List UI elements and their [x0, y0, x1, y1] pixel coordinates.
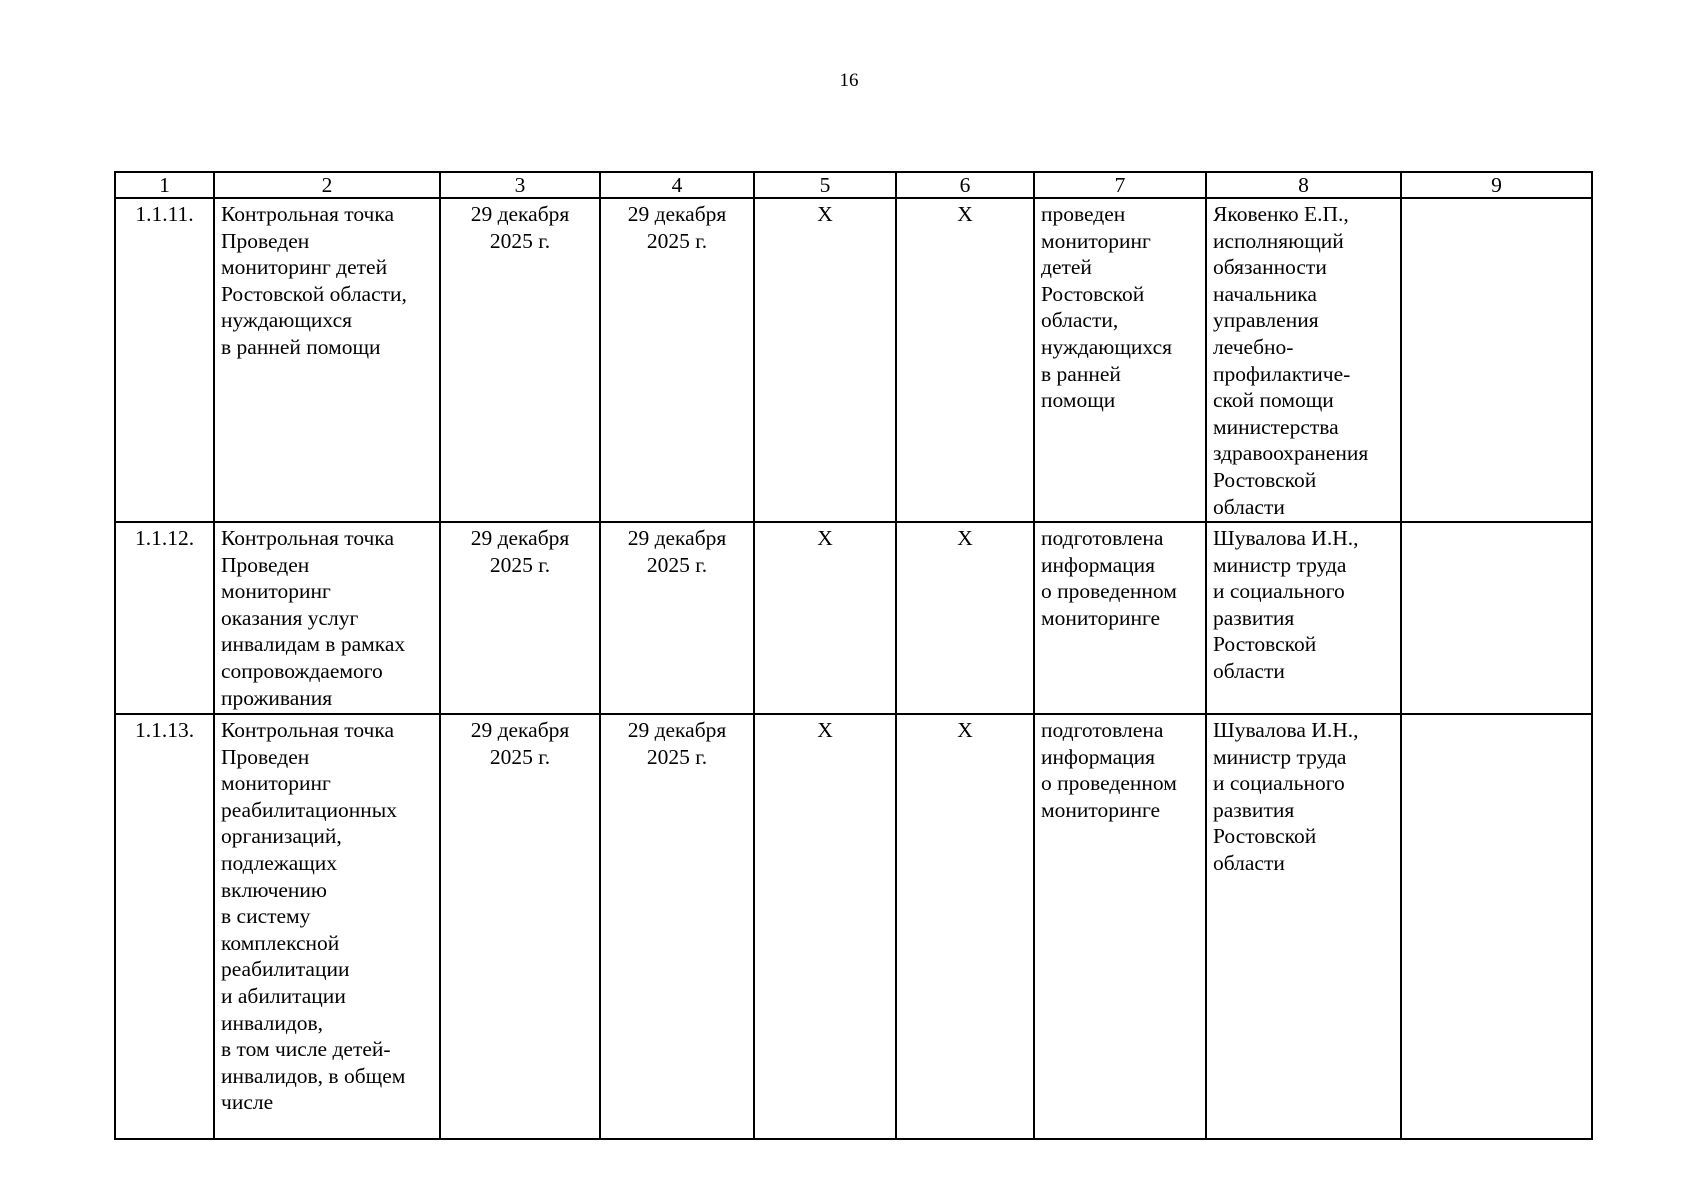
end-date: 29 декабря 2025 г. [600, 714, 754, 1139]
col5-mark: Х [754, 714, 896, 1139]
table-row [115, 522, 1592, 714]
event-name: Контрольная точка Проведен мониторинг реабилитационных организаций, подлежащих включению в систему комплексной реабилитации и абилитации инвалидов, в том числе детей- инвалидов, в общем числе [214, 714, 440, 1139]
col9-cell [1401, 522, 1592, 714]
event-name: Контрольная точка Проведен мониторинг детей Ростовской области, нуждающихся в ранней помощи [214, 198, 440, 522]
column-header: 7 [1034, 172, 1206, 198]
col6-mark: Х [896, 522, 1034, 714]
table-header-row [115, 172, 1592, 198]
col6-mark: Х [896, 198, 1034, 522]
column-header: 4 [600, 172, 754, 198]
page-number: 16 [839, 70, 859, 91]
col6-mark: Х [896, 714, 1034, 1139]
row-number: 1.1.12. [115, 522, 214, 714]
column-header: 8 [1206, 172, 1401, 198]
responsible-person: Шувалова И.Н., министр труда и социального развития Ростовской области [1206, 522, 1401, 714]
column-header: 3 [440, 172, 600, 198]
result-text: подготовлена информация о проведенном мониторинге [1034, 714, 1206, 1139]
start-date: 29 декабря 2025 г. [440, 714, 600, 1139]
start-date: 29 декабря 2025 г. [440, 522, 600, 714]
row-number: 1.1.13. [115, 714, 214, 1139]
responsible-person: Шувалова И.Н., министр труда и социального развития Ростовской области [1206, 714, 1401, 1139]
start-date: 29 декабря 2025 г. [440, 198, 600, 522]
event-name: Контрольная точка Проведен мониторинг оказания услуг инвалидам в рамках сопровождаемого проживания [214, 522, 440, 714]
col5-mark: Х [754, 198, 896, 522]
col9-cell [1401, 714, 1592, 1139]
column-header: 2 [214, 172, 440, 198]
responsible-person: Яковенко Е.П., исполняющий обязанности начальника управления лечебно- профилактиче- ской помощи министерства здравоохранения Ростовской области [1206, 198, 1401, 522]
col5-mark: Х [754, 522, 896, 714]
end-date: 29 декабря 2025 г. [600, 522, 754, 714]
result-text: подготовлена информация о проведенном мониторинге [1034, 522, 1206, 714]
column-header: 9 [1401, 172, 1592, 198]
row-number: 1.1.11. [115, 198, 214, 522]
table-row [115, 714, 1592, 1139]
col9-cell [1401, 198, 1592, 522]
end-date: 29 декабря 2025 г. [600, 198, 754, 522]
plan-table [114, 171, 1593, 1140]
column-header: 6 [896, 172, 1034, 198]
table-row [115, 198, 1592, 522]
result-text: проведен мониторинг детей Ростовской области, нуждающихся в ранней помощи [1034, 198, 1206, 522]
column-header: 5 [754, 172, 896, 198]
column-header: 1 [115, 172, 214, 198]
